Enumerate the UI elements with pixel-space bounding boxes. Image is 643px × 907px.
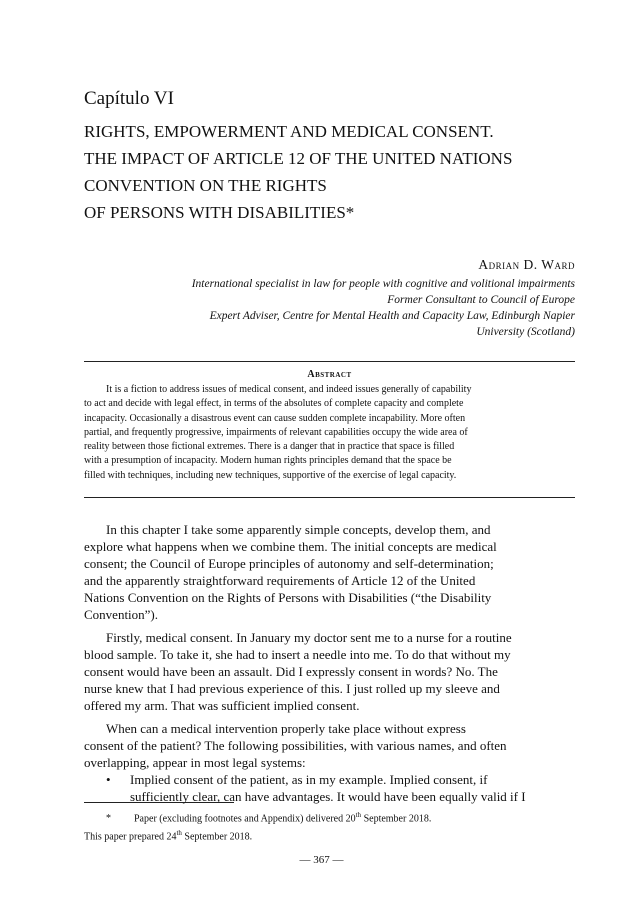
body-line: consent of the patient? The following possibilities, with various names, and often	[84, 738, 507, 753]
body-line: and the apparently straightforward requirements of Article 12 of the United	[84, 573, 476, 588]
affiliation-line: Former Consultant to Council of Europe	[387, 294, 575, 306]
abstract-line: filled with techniques, including new techniques, supportive of the exercise of legal capacity.	[84, 469, 457, 481]
abstract-line: reality between those fictional extremes. There is a danger that in practice that space is filled	[84, 441, 455, 453]
list-item	[84, 771, 575, 805]
paragraph-2	[84, 629, 575, 714]
body-line: Nations Convention on the Rights of Persons with Disabilities (“the Disability	[84, 590, 492, 605]
abstract-line: It is a fiction to address issues of medical consent, and indeed issues generally of capability	[106, 384, 472, 395]
chapter-title-line: THE IMPACT OF ARTICLE 12 OF THE UNITED NATIONS	[84, 149, 513, 168]
body-line: blood sample. To take it, she had to insert a needle into me. To do that without my	[84, 647, 511, 662]
author-affiliations	[55, 276, 575, 340]
body-line: Firstly, medical consent. In January my doctor sent me to a nurse for a routine	[106, 630, 512, 645]
chapter-title	[84, 118, 584, 226]
footnote-line-1	[84, 808, 575, 826]
chapter-title-line: OF PERSONS WITH DISABILITIES*	[84, 203, 355, 222]
affiliation-line: International specialist in law for people with cognitive and volitional impairments	[191, 278, 575, 290]
body-line: explore what happens when we combine them. The initial concepts are medical	[84, 539, 497, 554]
paragraph-3	[84, 720, 575, 771]
footnote-text: Paper (excluding footnotes and Appendix) delivered 20	[134, 813, 356, 825]
body-line: nurse knew that I had previous experience of this. I just rolled up my sleeve and	[84, 681, 500, 696]
body-line: offered my arm. That was sufficient implied consent.	[84, 698, 360, 713]
footnote-text: September 2018.	[181, 831, 253, 843]
author-name: Adrian D. Ward	[478, 257, 575, 272]
bullet-marker: •	[106, 772, 111, 787]
body-line: sufficiently clear, can have advantages. It would have been equally valid if I	[130, 789, 526, 804]
footnote-rule	[84, 802, 234, 803]
page-number: — 367 —	[299, 854, 344, 866]
footnote-text: September 2018.	[361, 813, 432, 825]
abstract-line: incapacity. Occasionally a disastrous event can cause sudden complete incapability. More often	[84, 412, 466, 424]
body-text	[84, 521, 575, 805]
abstract-line: to act and decide with legal effect, in terms of the absolutes of complete capacity and complete	[84, 398, 464, 410]
footnote-superscript: th	[355, 811, 362, 819]
body-line: consent; the Council of Europe principles of autonomy and self-determination;	[84, 556, 494, 571]
chapter-title-line: RIGHTS, EMPOWERMENT AND MEDICAL CONSENT.	[84, 122, 494, 141]
abstract-top-rule	[84, 361, 575, 362]
body-line: Convention”).	[84, 607, 159, 622]
footnote-superscript: th	[176, 829, 182, 838]
abstract-line: partial, and frequently progressive, impairments of relevant capabilities occupy the wide area of	[84, 426, 468, 438]
footnote-line-2	[84, 826, 575, 844]
body-line: consent would have been an assault. Did I expressly consent in words? No. The	[84, 664, 498, 679]
body-line: In this chapter I take some apparently simple concepts, develop them, and	[106, 522, 491, 537]
footnote-marker: *	[106, 813, 111, 825]
affiliation-line: Expert Adviser, Centre for Mental Health and Capacity Law, Edinburgh Napier	[209, 310, 575, 322]
paragraph-1	[84, 521, 575, 623]
affiliation-line: University (Scotland)	[476, 326, 575, 338]
footnote	[84, 808, 575, 845]
abstract-heading: Abstract	[307, 369, 352, 380]
chapter-label: Capítulo VI	[84, 88, 174, 109]
body-line: Implied consent of the patient, as in my example. Implied consent, if	[130, 772, 488, 787]
abstract-bottom-rule	[84, 497, 575, 498]
footnote-text: This paper prepared 24	[84, 831, 177, 843]
abstract-body	[84, 383, 575, 483]
abstract-line: with a presumption of incapacity. Modern human rights principles demand that the space be	[84, 455, 452, 467]
body-line: overlapping, appear in most legal systems:	[84, 755, 306, 770]
body-line: When can a medical intervention properly take place without express	[106, 721, 466, 736]
chapter-title-line: CONVENTION ON THE RIGHTS	[84, 176, 327, 195]
